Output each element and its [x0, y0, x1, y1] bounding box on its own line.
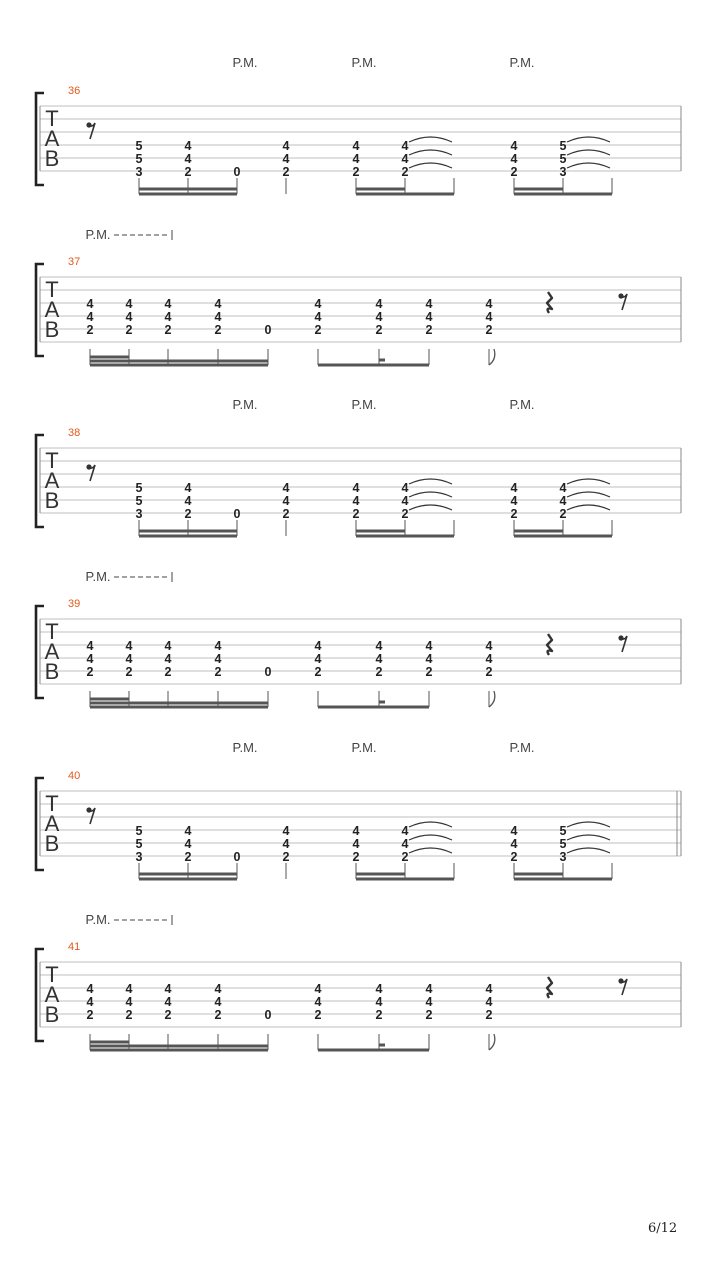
fret-number: 2	[184, 850, 192, 864]
tie-arc	[567, 492, 610, 497]
fret-number: 2	[125, 1008, 133, 1022]
rest-stem	[89, 123, 95, 139]
note-flag	[489, 691, 495, 707]
fret-number: 4	[86, 297, 94, 311]
rest-stem	[621, 979, 627, 995]
fret-number: 2	[352, 165, 360, 179]
fret-number: 2	[282, 507, 290, 521]
fret-number: 4	[375, 652, 383, 666]
tie-arc	[409, 163, 452, 168]
tie-arc	[567, 822, 610, 827]
tab-clef-letter: A	[44, 297, 60, 322]
tab-clef-letter: A	[44, 811, 60, 836]
rest-stem	[89, 465, 95, 481]
palm-mute-label: P.M.	[351, 740, 377, 755]
fret-number: 0	[264, 1008, 272, 1022]
fret-number: 5	[135, 152, 143, 166]
palm-mute-label: P.M.	[85, 227, 111, 242]
fret-number: 4	[314, 297, 322, 311]
fret-number: 4	[184, 152, 192, 166]
fret-number: 4	[485, 310, 493, 324]
fret-number: 2	[184, 507, 192, 521]
tab-clef-letter: B	[44, 488, 60, 513]
fret-number: 4	[559, 494, 567, 508]
fret-number: 0	[264, 665, 272, 679]
fret-number: 2	[401, 507, 409, 521]
tab-clef-letter: T	[45, 962, 59, 987]
fret-number: 2	[425, 323, 433, 337]
fret-number: 5	[559, 152, 567, 166]
fret-number: 4	[184, 481, 192, 495]
measure-number: 41	[68, 941, 81, 953]
fret-number: 2	[184, 165, 192, 179]
tab-clef-letter: A	[44, 639, 60, 664]
fret-number: 2	[214, 665, 222, 679]
fret-number: 2	[125, 323, 133, 337]
fret-number: 5	[135, 139, 143, 153]
fret-number: 5	[559, 837, 567, 851]
fret-number: 4	[510, 481, 518, 495]
tie-arc	[409, 848, 452, 853]
tie-arc	[567, 848, 610, 853]
fret-number: 4	[184, 139, 192, 153]
fret-number: 4	[510, 494, 518, 508]
fret-number: 4	[401, 837, 409, 851]
fret-number: 3	[135, 165, 143, 179]
tab-clef-letter: T	[45, 106, 59, 131]
tab-clef-letter: B	[44, 146, 60, 171]
tab-clef-letter: A	[44, 126, 60, 151]
fret-number: 4	[164, 297, 172, 311]
fret-number: 4	[314, 639, 322, 653]
fret-number: 4	[352, 824, 360, 838]
fret-number: 4	[314, 310, 322, 324]
staff-system	[36, 912, 681, 1050]
fret-number: 2	[401, 850, 409, 864]
fret-number: 5	[135, 824, 143, 838]
fret-number: 3	[135, 850, 143, 864]
fret-number: 4	[425, 652, 433, 666]
fret-number: 4	[352, 152, 360, 166]
fret-number: 4	[510, 824, 518, 838]
fret-number: 2	[314, 665, 322, 679]
fret-number: 4	[510, 837, 518, 851]
tie-arc	[409, 835, 452, 840]
fret-number: 2	[164, 665, 172, 679]
tie-arc	[409, 479, 452, 484]
fret-number: 5	[559, 824, 567, 838]
palm-mute-label: P.M.	[232, 740, 258, 755]
fret-number: 4	[184, 494, 192, 508]
tie-arc	[409, 822, 452, 827]
fret-number: 4	[214, 639, 222, 653]
fret-number: 4	[164, 652, 172, 666]
fret-number: 2	[375, 665, 383, 679]
tie-arc	[567, 479, 610, 484]
fret-number: 4	[125, 310, 133, 324]
fret-number: 4	[425, 310, 433, 324]
fret-number: 2	[282, 165, 290, 179]
fret-number: 4	[314, 652, 322, 666]
fret-number: 2	[510, 850, 518, 864]
fret-number: 2	[282, 850, 290, 864]
staff-system	[36, 55, 681, 194]
fret-number: 2	[510, 507, 518, 521]
tie-arc	[567, 505, 610, 510]
fret-number: 2	[314, 323, 322, 337]
palm-mute-label: P.M.	[351, 397, 377, 412]
fret-number: 4	[125, 652, 133, 666]
measure-number: 36	[68, 85, 81, 97]
tab-clef-letter: A	[44, 468, 60, 493]
staff-system	[36, 569, 681, 707]
fret-number: 3	[559, 165, 567, 179]
palm-mute-label: P.M.	[232, 55, 258, 70]
fret-number: 4	[125, 297, 133, 311]
note-flag	[489, 1034, 495, 1050]
fret-number: 2	[352, 507, 360, 521]
rest-stem	[621, 636, 627, 652]
tie-arc	[409, 137, 452, 142]
tie-arc	[567, 150, 610, 155]
fret-number: 4	[352, 494, 360, 508]
note-flag	[489, 349, 495, 365]
tab-clef-letter: T	[45, 448, 59, 473]
fret-number: 2	[352, 850, 360, 864]
fret-number: 4	[425, 982, 433, 996]
fret-number: 4	[559, 481, 567, 495]
rest-stem	[621, 294, 627, 310]
tab-clef-letter: B	[44, 1002, 60, 1027]
tie-arc	[567, 137, 610, 142]
fret-number: 0	[233, 850, 241, 864]
fret-number: 4	[214, 995, 222, 1009]
fret-number: 3	[135, 507, 143, 521]
fret-number: 4	[282, 152, 290, 166]
fret-number: 4	[375, 982, 383, 996]
fret-number: 4	[164, 982, 172, 996]
fret-number: 2	[164, 1008, 172, 1022]
fret-number: 4	[214, 297, 222, 311]
fret-number: 2	[86, 323, 94, 337]
fret-number: 0	[233, 165, 241, 179]
fret-number: 0	[233, 507, 241, 521]
fret-number: 4	[401, 152, 409, 166]
page-number: 6/12	[648, 1221, 678, 1236]
fret-number: 2	[485, 323, 493, 337]
fret-number: 2	[86, 665, 94, 679]
tie-arc	[567, 163, 610, 168]
palm-mute-label: P.M.	[351, 55, 377, 70]
fret-number: 4	[485, 639, 493, 653]
fret-number: 4	[352, 837, 360, 851]
tie-arc	[409, 505, 452, 510]
fret-number: 4	[425, 297, 433, 311]
fret-number: 4	[164, 995, 172, 1009]
fret-number: 2	[314, 1008, 322, 1022]
fret-number: 4	[510, 152, 518, 166]
fret-number: 4	[425, 995, 433, 1009]
fret-number: 4	[125, 639, 133, 653]
palm-mute-label: P.M.	[232, 397, 258, 412]
fret-number: 4	[485, 297, 493, 311]
tab-clef-letter: T	[45, 791, 59, 816]
tab-clef-letter: A	[44, 982, 60, 1007]
fret-number: 2	[401, 165, 409, 179]
tie-arc	[409, 150, 452, 155]
fret-number: 4	[375, 297, 383, 311]
measure-number: 37	[68, 256, 81, 268]
fret-number: 4	[282, 837, 290, 851]
fret-number: 2	[214, 323, 222, 337]
tie-arc	[409, 492, 452, 497]
fret-number: 4	[375, 995, 383, 1009]
fret-number: 4	[86, 982, 94, 996]
staff-system	[36, 740, 681, 879]
fret-number: 4	[184, 824, 192, 838]
fret-number: 5	[135, 837, 143, 851]
tab-clef-letter: T	[45, 277, 59, 302]
fret-number: 2	[425, 1008, 433, 1022]
palm-mute-label: P.M.	[85, 569, 111, 584]
fret-number: 4	[485, 982, 493, 996]
fret-number: 3	[559, 850, 567, 864]
fret-number: 2	[375, 323, 383, 337]
fret-number: 4	[375, 310, 383, 324]
fret-number: 4	[401, 494, 409, 508]
palm-mute-label: P.M.	[85, 912, 111, 927]
fret-number: 4	[510, 139, 518, 153]
staff-system	[36, 397, 681, 536]
fret-number: 4	[375, 639, 383, 653]
fret-number: 2	[375, 1008, 383, 1022]
fret-number: 4	[401, 139, 409, 153]
fret-number: 4	[425, 639, 433, 653]
fret-number: 4	[314, 982, 322, 996]
tab-clef-letter: T	[45, 619, 59, 644]
staff-system	[36, 227, 681, 365]
palm-mute-label: P.M.	[509, 55, 535, 70]
fret-number: 2	[125, 665, 133, 679]
fret-number: 4	[86, 310, 94, 324]
fret-number: 4	[86, 995, 94, 1009]
fret-number: 4	[314, 995, 322, 1009]
fret-number: 4	[401, 481, 409, 495]
fret-number: 0	[264, 323, 272, 337]
fret-number: 2	[559, 507, 567, 521]
measure-number: 40	[68, 770, 81, 782]
fret-number: 2	[164, 323, 172, 337]
tab-clef-letter: B	[44, 831, 60, 856]
fret-number: 4	[164, 639, 172, 653]
fret-number: 5	[559, 139, 567, 153]
fret-number: 4	[352, 481, 360, 495]
fret-number: 4	[352, 139, 360, 153]
fret-number: 5	[135, 481, 143, 495]
fret-number: 4	[214, 310, 222, 324]
palm-mute-label: P.M.	[509, 397, 535, 412]
measure-number: 39	[68, 598, 81, 610]
fret-number: 4	[282, 494, 290, 508]
fret-number: 4	[282, 481, 290, 495]
fret-number: 5	[135, 494, 143, 508]
fret-number: 4	[125, 982, 133, 996]
fret-number: 4	[214, 652, 222, 666]
fret-number: 2	[214, 1008, 222, 1022]
fret-number: 2	[86, 1008, 94, 1022]
fret-number: 4	[485, 995, 493, 1009]
fret-number: 4	[125, 995, 133, 1009]
fret-number: 4	[164, 310, 172, 324]
fret-number: 2	[485, 665, 493, 679]
fret-number: 2	[510, 165, 518, 179]
fret-number: 2	[485, 1008, 493, 1022]
fret-number: 4	[485, 652, 493, 666]
measure-number: 38	[68, 427, 81, 439]
fret-number: 4	[86, 652, 94, 666]
fret-number: 2	[425, 665, 433, 679]
fret-number: 4	[86, 639, 94, 653]
tab-clef-letter: B	[44, 659, 60, 684]
fret-number: 4	[184, 837, 192, 851]
tab-clef-letter: B	[44, 317, 60, 342]
tie-arc	[567, 835, 610, 840]
rest-stem	[89, 808, 95, 824]
fret-number: 4	[282, 824, 290, 838]
fret-number: 4	[401, 824, 409, 838]
fret-number: 4	[214, 982, 222, 996]
palm-mute-label: P.M.	[509, 740, 535, 755]
fret-number: 4	[282, 139, 290, 153]
